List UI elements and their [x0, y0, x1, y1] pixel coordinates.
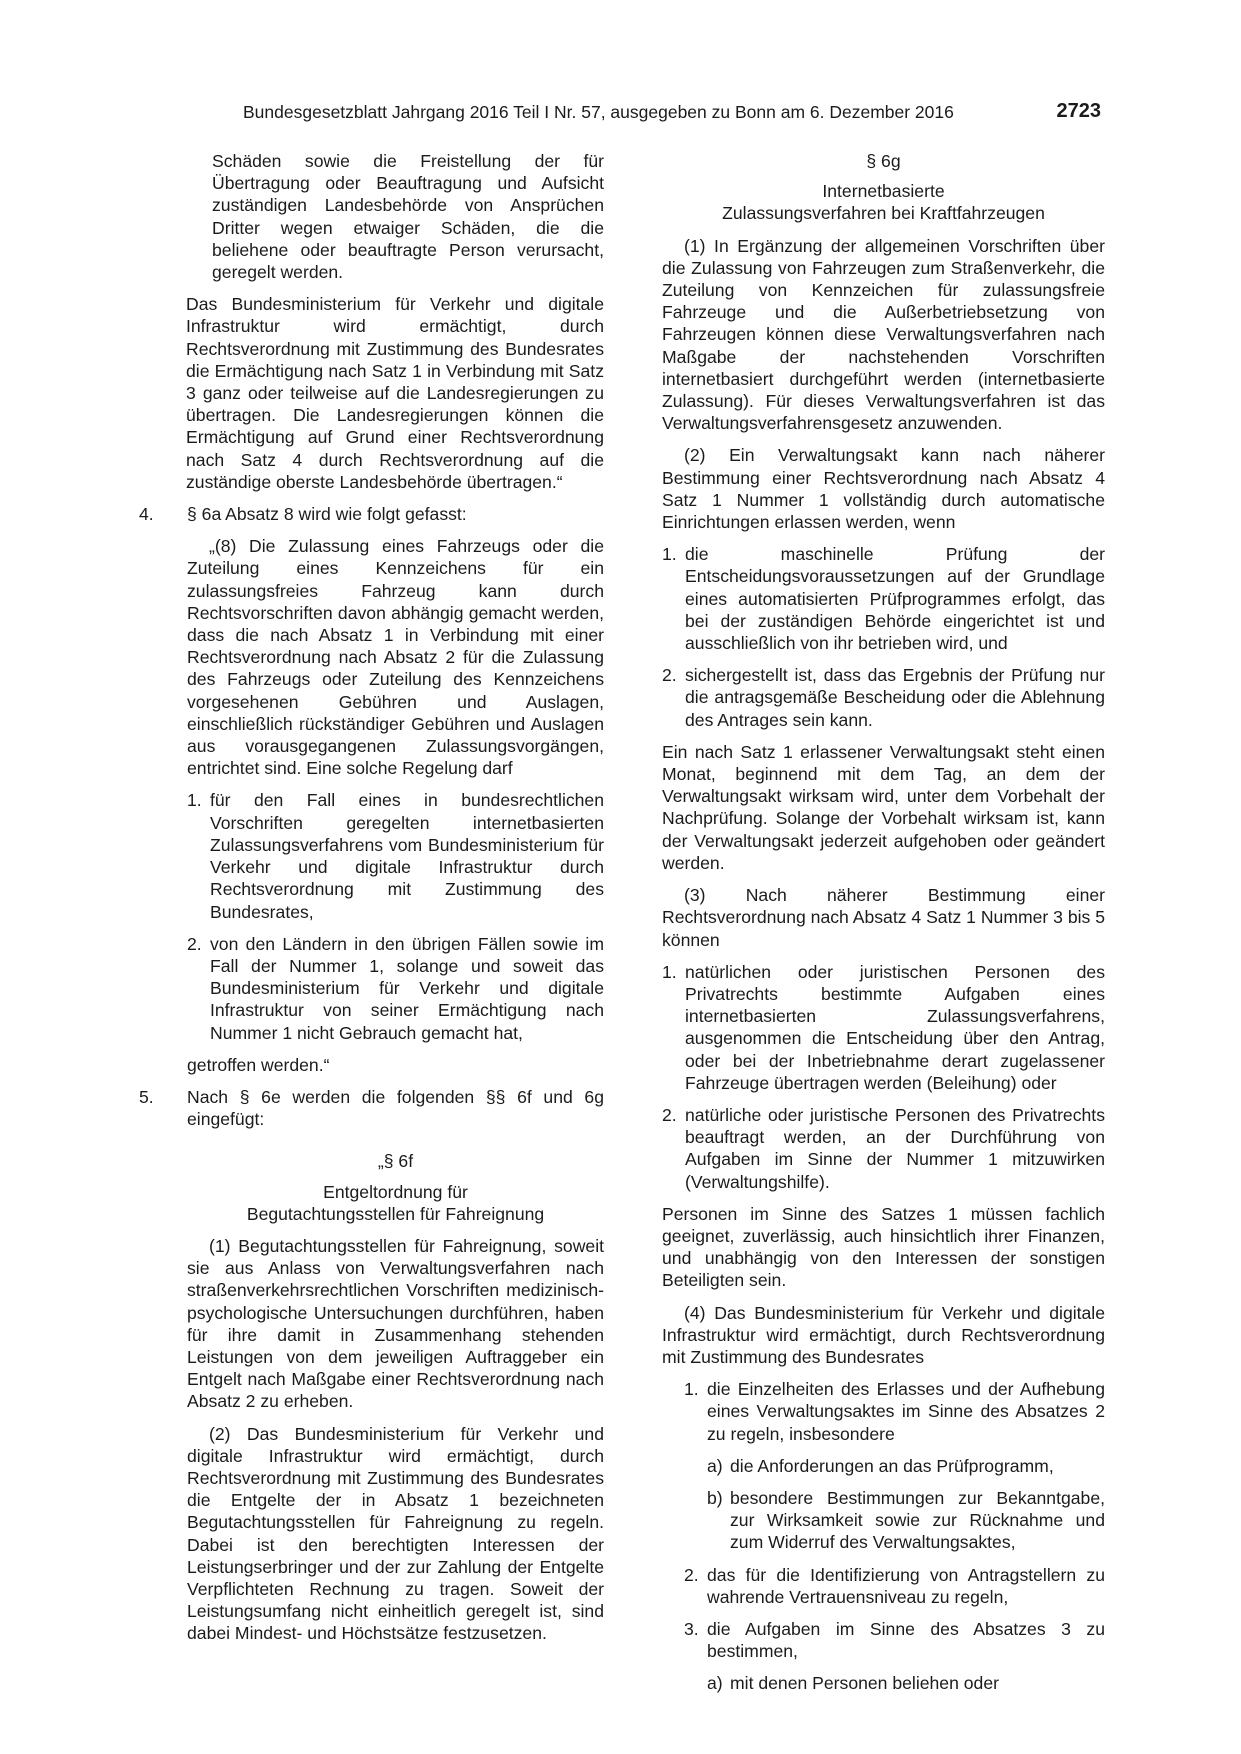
- item-number: 2.: [662, 1104, 677, 1125]
- item-text: die maschinelle Prüfung der Entscheidungsvoraussetzungen auf der Grundlage eines automatisierten Prüfprogrammes erfolgt, das bei der zuständigen Behörde eingerichtet ist und ausschließlich von ihr betrieben wird, und: [685, 544, 1105, 654]
- item-number: 1.: [684, 1379, 699, 1400]
- paragraph-ermaechtigung: Das Bundesministerium für Verkehr und digitale Infrastruktur wird ermächtigt, durch Rechtsverordnung mit Zustimmung des Bundesrates die Ermächtigung nach Satz 1 in Verbindung mit Satz 3 ganz oder teilweise auf die Landesregierungen zu übertragen. Die Landesregierungen können die Ermächtigung auf Grund einer Rechtsverordnung nach Satz 4 durch Rechtsverordnung auf die zuständige oberste Landesbehörde übertragen.“: [186, 294, 604, 492]
- quoted-paragraph-8: „(8) Die Zulassung eines Fahrzeugs oder die Zuteilung eines Kennzeichens für ein zulassungsfreies Fahrzeug kann durch Rechtsvorschriften davon abhängig gemacht werden, dass die nach Absatz 1 in Verbindung mit einer Rechtsverordnung nach Absatz 2 für die Zulassung des Fahrzeugs oder Zuteilung des Kennzeichens vorgesehenen Gebühren und Auslagen, einschließlich rückständiger Gebühren und Auslagen aus vorausgegangenen Zulassungsvorgängen, entrichtet sind. Eine solche Regelung darf: [187, 536, 604, 779]
- list-item: [662, 1378, 1105, 1445]
- section-6g-paragraph-3: (3) Nach näherer Bestimmung einer Rechtsverordnung nach Absatz 4 Satz 1 Nummer 3 bis 5 können: [662, 885, 1106, 950]
- page-header: [0, 101, 1241, 129]
- item-letter: a): [707, 1455, 723, 1476]
- item-letter: b): [707, 1487, 723, 1508]
- page-number: 2723: [1056, 100, 1101, 122]
- item-text: mit denen Personen beliehen oder: [730, 1673, 999, 1694]
- closing-text: getroffen werden.“: [187, 1054, 330, 1075]
- item-text: das für die Identifizierung von Antragstellern zu wahrende Vertrauensniveau zu regeln,: [707, 1564, 1105, 1607]
- item-text: die Aufgaben im Sinne des Absatzes 3 zu bestimmen,: [707, 1618, 1105, 1662]
- list-item: [161, 933, 604, 1044]
- item-number: 1.: [662, 544, 677, 565]
- amendment-item-5: [139, 1086, 604, 1130]
- item-text: natürlichen oder juristischen Personen des Privatrechts bestimmte Aufgaben eines internetbasierten Zulassungsverfahrens, ausgenommen die Entscheidung über den Antrag, oder bei der Inbetriebnahme derart zugelassener Fahrzeuge übertragen werden (Beleihung) oder: [685, 961, 1105, 1093]
- section-6g-paragraph-1: (1) In Ergänzung der allgemeinen Vorschriften über die Zulassung von Fahrzeugen zum Straßenverkehr, die Zuteilung von Kennzeichen für zulassungsfreie Fahrzeuge und die Außerbetriebsetzung von Fahrzeugen können diese Verwaltungsverfahren nach Maßgabe der nachstehenden Vorschriften internetbasiert durchgeführt werden (internetbasierte Zulassung). Für dieses Verwaltungsverfahren ist das Verwaltungsverfahrensgesetz anzuwenden.: [662, 235, 1105, 434]
- amendment-item-4: [139, 503, 604, 525]
- item-number: 3.: [684, 1618, 699, 1639]
- item-text: die Einzelheiten des Erlasses und der Aufhebung eines Verwaltungsaktes im Sinne des Absatzes 2 zu regeln, insbesondere: [707, 1379, 1105, 1444]
- paragraph-2-conclusion: Ein nach Satz 1 erlassener Verwaltungsakt steht einen Monat, beginnend mit dem Tag, an dem der Verwaltungsakt wirksam wird, unter dem Vorbehalt der Nachprüfung. Solange der Vorbehalt wirksam ist, kann der Verwaltungsakt jederzeit aufgehoben oder geändert werden.: [662, 741, 1105, 873]
- item-text: Nach § 6e werden die folgenden §§ 6f und 6g eingefügt:: [187, 1086, 604, 1130]
- item-number: 2.: [187, 933, 202, 954]
- item-number: 2.: [684, 1564, 699, 1585]
- section-6f-paragraph-1: (1) Begutachtungsstellen für Fahreignung, soweit sie aus Anlass von Verwaltungsverfahren nach straßenverkehrsrechtlichen Vorschriften medizinisch-psychologische Untersuchungen durchführen, haben für ihre damit in Zusammenhang stehenden Leistungen von dem jeweiligen Auftraggeber ein Entgelt nach Maßgabe einer Rechtsverordnung nach Absatz 2 zu erheben.: [187, 1235, 604, 1412]
- item-letter: a): [707, 1673, 723, 1694]
- section-6g-paragraph-4: (4) Das Bundesministerium für Verkehr und digitale Infrastruktur wird ermächtigt, durch Rechtsverordnung mit Zustimmung des Bundesrates: [662, 1302, 1105, 1367]
- running-title: Bundesgesetzblatt Jahrgang 2016 Teil I Nr. 57, ausgegeben zu Bonn am 6. Dezember 2016: [243, 102, 954, 122]
- list-item: [662, 543, 1105, 654]
- section-title-6f-line1: Entgeltordnung für: [323, 1181, 468, 1202]
- list-item: [662, 961, 1105, 1094]
- section-heading-6f: „§ 6f: [377, 1151, 414, 1172]
- item-number: 5.: [139, 1086, 154, 1107]
- item-text: besondere Bestimmungen zur Bekanntgabe, zur Wirksamkeit sowie zur Rücknahme und zum Widerruf des Verwaltungsaktes,: [730, 1487, 1105, 1553]
- item-number: 4.: [139, 504, 154, 525]
- list-item: [662, 664, 1105, 731]
- left-column: [139, 150, 604, 1645]
- section-title-6g-line1: Internetbasierte: [822, 181, 945, 202]
- item-text: von den Ländern in den übrigen Fällen sowie im Fall der Nummer 1, solange und soweit das Bundesministerium für Verkehr und digitale Infrastruktur von seiner Ermächtigung nach Nummer 1 nicht Gebrauch gemacht hat,: [210, 933, 604, 1043]
- item-number: 2.: [662, 665, 677, 686]
- list-item: [662, 1564, 1105, 1608]
- sub-list-item: [662, 1672, 1105, 1694]
- item-number: 1.: [662, 961, 677, 982]
- paragraph-3-conclusion: Personen im Sinne des Satzes 1 müssen fachlich geeignet, zuverlässig, auch hinsichtlich ihrer Finanzen, und unabhängig von den Interessen der sonstigen Beteiligten sein.: [662, 1203, 1105, 1291]
- right-column: [662, 150, 1105, 1695]
- item-text: für den Fall eines in bundesrechtlichen Vorschriften geregelten internetbasierten Zulassungsverfahrens vom Bundesministerium für Verkehr und digitale Infrastruktur durch Rechtsverordnung mit Zustimmung des Bundesrates,: [210, 790, 604, 922]
- section-6f-paragraph-2: (2) Das Bundesministerium für Verkehr und digitale Infrastruktur wird ermächtigt, durch Rechtsverordnung mit Zustimmung des Bundesrates die Entgelte der in Absatz 1 bezeichneten Begutachtungsstellen für Fahreignung zu regeln. Dabei ist den berechtigten Interessen der Leistungserbringer und der zur Zahlung der Entgelte Verpflichteten Rechnung zu tragen. Soweit der Leistungsumfang nicht einheitlich geregelt ist, sind dabei Mindest- und Höchstsätze festzusetzen.: [187, 1423, 604, 1644]
- item-text: natürliche oder juristische Personen des Privatrechts beauftragt werden, an der Durchführung von Aufgaben im Sinne der Nummer 1 mitzuwirken (Verwaltungshilfe).: [685, 1104, 1105, 1192]
- section-title-6f-line2: Begutachtungsstellen für Fahreignung: [246, 1203, 545, 1224]
- sub-list-item: [662, 1487, 1105, 1554]
- item-text: § 6a Absatz 8 wird wie folgt gefasst:: [187, 504, 467, 525]
- list-item: [662, 1104, 1105, 1193]
- list-item: [161, 789, 604, 922]
- item-text: sichergestellt ist, dass das Ergebnis der Prüfung nur die antragsgemäße Bescheidung oder die Ablehnung des Antrages sein kann.: [685, 665, 1105, 730]
- item-text: die Anforderungen an das Prüfprogramm,: [730, 1455, 1054, 1476]
- sub-list-item: [662, 1455, 1105, 1477]
- section-6g-paragraph-2: (2) Ein Verwaltungsakt kann nach näherer Bestimmung einer Rechtsverordnung nach Absatz 4 Satz 1 Nummer 1 vollständig durch automatische Einrichtungen erlassen werden, wenn: [662, 445, 1105, 533]
- continued-paragraph: Schäden sowie die Freistellung der für Übertragung oder Beauftragung und Aufsicht zuständigen Landesbehörde von Ansprüchen Dritter wegen etwaiger Schäden, die die beliehene oder beauftragte Person verursacht, geregelt werden.: [212, 151, 604, 283]
- item-number: 1.: [187, 790, 202, 811]
- section-heading-6g: § 6g: [866, 151, 901, 171]
- list-item: [662, 1618, 1105, 1662]
- section-title-6g-line2: Zulassungsverfahren bei Kraftfahrzeugen: [722, 203, 1045, 224]
